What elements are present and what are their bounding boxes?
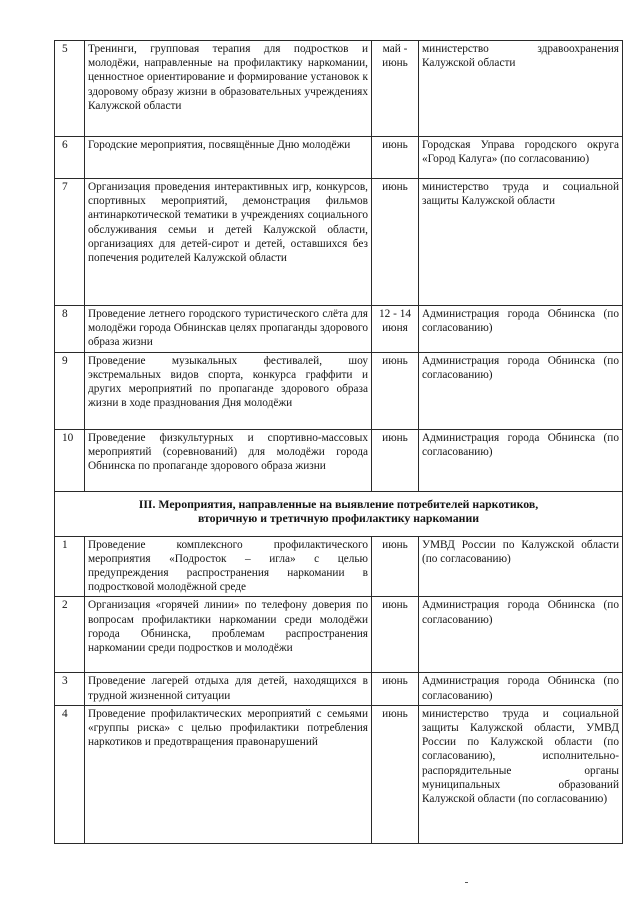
row-number: 8 — [55, 306, 85, 353]
row-number: 2 — [55, 597, 85, 673]
event-date: июнь — [372, 536, 419, 597]
row-number: 10 — [55, 429, 85, 491]
event-description: Организация «горячей линии» по телефону доверия по вопросам профилактики наркомании среди молодёжи города Обнинска, проблемам распространения наркомании среди подростков и молодёжи — [85, 597, 372, 673]
row-number: 4 — [55, 705, 85, 843]
table-row — [55, 597, 623, 673]
event-date: 12 - 14 июня — [372, 306, 419, 353]
event-date: июнь — [372, 137, 419, 179]
table-row — [55, 429, 623, 491]
responsible-party: Городская Управа городского округа «Город Калуга» (по согласованию) — [419, 137, 623, 179]
event-description: Проведение музыкальных фестивалей, шоу экстремальных видов спорта, конкурса граффити и других мероприятий по пропаганде здорового образа жизни в ходе празднования Дня молодёжи — [85, 352, 372, 429]
table-row — [55, 41, 623, 137]
event-description: Тренинги, групповая терапия для подростков и молодёжи, направленные на профилактику наркомании, ценностное ориентирование и формирование установок к здоровому образу жизни в образовательных учреждениях Калужской области — [85, 41, 372, 137]
event-date: июнь — [372, 705, 419, 843]
table-row — [55, 673, 623, 705]
row-number: 5 — [55, 41, 85, 137]
events-table — [54, 40, 623, 844]
section-heading — [55, 491, 623, 536]
event-date: июнь — [372, 352, 419, 429]
table-row — [55, 137, 623, 179]
event-description: Проведение комплексного профилактического мероприятия «Подросток – игла» с целью предупреждения распространения наркомании в подростковой молодёжной среде — [85, 536, 372, 597]
table-row — [55, 705, 623, 843]
row-number: 6 — [55, 137, 85, 179]
event-date: июнь — [372, 673, 419, 705]
table-row — [55, 179, 623, 306]
responsible-party: Администрация города Обнинска (по согласованию) — [419, 673, 623, 705]
row-number: 9 — [55, 352, 85, 429]
scan-speck — [465, 882, 468, 883]
responsible-party: министерство труда и социальной защиты Калужской области — [419, 179, 623, 306]
responsible-party: УМВД России по Калужской области (по согласованию) — [419, 536, 623, 597]
event-description: Организация проведения интерактивных игр, конкурсов, спортивных мероприятий, демонстрация фильмов антинаркотической тематики в учреждениях социального обслуживания семьи и детей Калужской области, организациях для детей-сирот и детей, оставшихся без попечения родителей Калужской области — [85, 179, 372, 306]
event-description: Проведение физкультурных и спортивно-массовых мероприятий (соревнований) для молодёжи города Обнинска по пропаганде здорового образа жизни — [85, 429, 372, 491]
event-date: июнь — [372, 597, 419, 673]
event-description: Проведение профилактических мероприятий с семьями «группы риска» с целью профилактики потребления наркотиков и предотвращения правонарушений — [85, 705, 372, 843]
responsible-party: министерство труда и социальной защиты Калужской области, УМВД России по Калужской области (по согласованию), исполнительно-распорядительные органы муниципальных образований Калужской области (по согласованию) — [419, 705, 623, 843]
responsible-party: министерство здравоохранения Калужской области — [419, 41, 623, 137]
event-date: июнь — [372, 429, 419, 491]
event-date: июнь — [372, 179, 419, 306]
row-number: 7 — [55, 179, 85, 306]
document-page — [54, 40, 622, 844]
table-row — [55, 352, 623, 429]
table-row — [55, 536, 623, 597]
responsible-party: Администрация города Обнинска (по согласованию) — [419, 306, 623, 353]
responsible-party: Администрация города Обнинска (по согласованию) — [419, 597, 623, 673]
section-heading-line-2: вторичную и третичную профилактику наркомании — [197, 511, 480, 526]
section-heading-line-1: III. Мероприятия, направленные на выявление потребителей наркотиков, — [138, 496, 539, 511]
row-number: 3 — [55, 673, 85, 705]
section-header-row — [55, 491, 623, 536]
table-row — [55, 306, 623, 353]
event-date: май - июнь — [372, 41, 419, 137]
event-description: Проведение летнего городского туристического слёта для молодёжи города Обнинскав целях пропаганды здорового образа жизни — [85, 306, 372, 353]
responsible-party: Администрация города Обнинска (по согласованию) — [419, 352, 623, 429]
responsible-party: Администрация города Обнинска (по согласованию) — [419, 429, 623, 491]
event-description: Проведение лагерей отдыха для детей, находящихся в трудной жизненной ситуации — [85, 673, 372, 705]
event-description: Городские мероприятия, посвящённые Дню молодёжи — [85, 137, 372, 179]
row-number: 1 — [55, 536, 85, 597]
